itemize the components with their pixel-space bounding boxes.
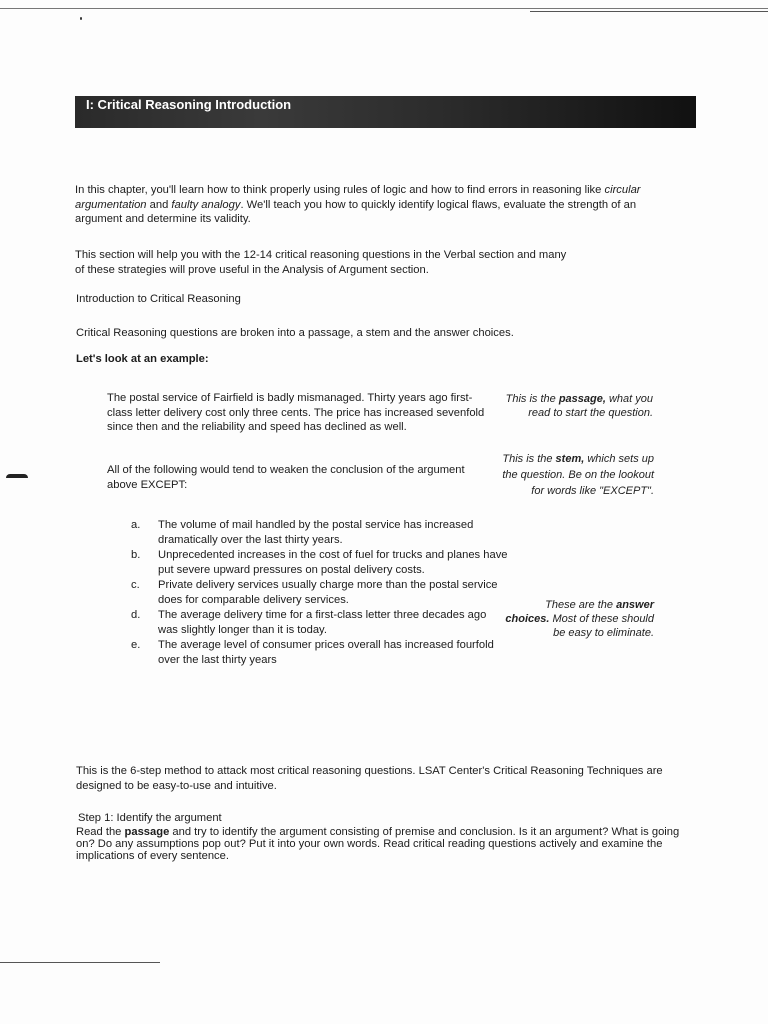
structure-paragraph: Critical Reasoning questions are broken into a passage, a stem and the answer choices.: [76, 327, 514, 339]
subheading-intro: Introduction to Critical Reasoning: [76, 293, 241, 305]
answer-choice-d: d. The average delivery time for a first-class letter three decades ago was slightly longer than it is today.: [131, 609, 487, 636]
term-circular-argumentation: circular argumentation: [75, 184, 641, 211]
step1-title: Step 1: Identify the argument: [78, 812, 222, 824]
scan-speck: [80, 17, 82, 20]
answer-choices: [128, 518, 508, 668]
note-stem: This is the stem, which sets up the question. Be on the lookout for words like "EXCEPT".: [502, 453, 654, 497]
chapter-title: I: Critical Reasoning Introduction: [86, 97, 292, 112]
note-answer-choices: These are the answer choices. Most of these should be easy to eliminate.: [505, 599, 654, 639]
answer-choice-e: e. The average level of consumer prices overall has increased fourfold over the last thirty years: [131, 639, 494, 666]
example-heading: Let's look at an example:: [76, 353, 209, 365]
bottom-rule: [0, 962, 160, 963]
method-intro: This is the 6-step method to attack most critical reasoning questions. LSAT Center's Critical Reasoning Techniques are designed to be easy-to-use and intuitive.: [76, 765, 663, 792]
top-rule-right: [530, 11, 768, 12]
scan-mark-left: [6, 474, 28, 478]
term-faulty-analogy: faulty analogy: [171, 198, 241, 211]
top-rule: [0, 8, 768, 9]
example-stem: All of the following would tend to weaken the conclusion of the argument above EXCEPT:: [107, 464, 465, 491]
intro-paragraph: In this chapter, you'll learn how to think properly using rules of logic and how to find errors in reasoning like circular argumentation and faulty analogy. We'll teach you how to quickly identify logical flaws, evaluate the strength of an argument and determine its validity.: [75, 184, 641, 225]
answer-choice-c: c. Private delivery services usually charge more than the postal service does for comparable delivery services.: [131, 579, 498, 606]
example-passage: The postal service of Fairfield is badly mismanaged. Thirty years ago first-class letter delivery cost only three cents. The price has increased sevenfold since then and the reliability and speed has declined as well.: [107, 392, 485, 433]
note-passage: This is the passage, what you read to start the question.: [505, 393, 653, 419]
answer-choice-a: a. The volume of mail handled by the postal service has increased dramatically over the last thirty years.: [131, 519, 474, 546]
answer-choice-b: b. Unprecedented increases in the cost of fuel for trucks and planes have put severe upward pressures on postal delivery costs.: [131, 549, 508, 576]
section-paragraph: This section will help you with the 12-14 critical reasoning questions in the Verbal section and many of these strategies will prove useful in the Analysis of Argument section.: [75, 249, 567, 276]
chapter-banner: [75, 96, 696, 128]
step1-body: Read the passage and try to identify the argument consisting of premise and conclusion. Is it an argument? What is going on? Do any assumptions pop out? Put it into your own words. Read critical reading questions actively and examine the implications of every sentence.: [76, 826, 680, 862]
